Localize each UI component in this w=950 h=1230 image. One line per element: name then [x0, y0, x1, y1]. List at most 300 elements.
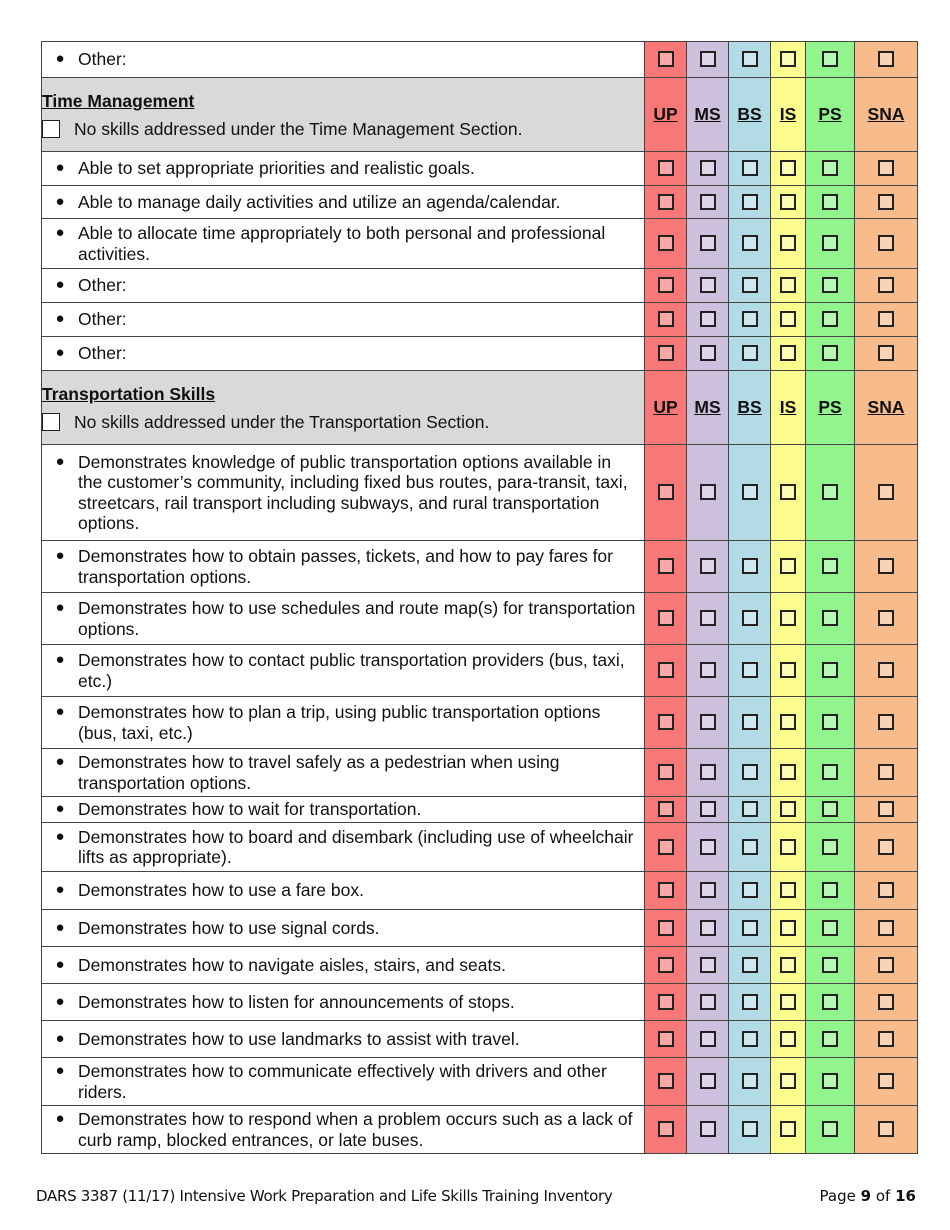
checkbox-sna[interactable]	[878, 484, 894, 500]
page-total: 16	[895, 1187, 916, 1205]
rating-cell-ps	[806, 152, 855, 186]
rating-cell-sna	[855, 219, 918, 269]
skill-row	[42, 697, 918, 749]
rating-cell-ps	[806, 797, 855, 823]
skill-row	[42, 1021, 918, 1058]
checkbox-ms[interactable]	[700, 994, 716, 1010]
checkbox-up[interactable]	[658, 484, 674, 500]
checkbox-bs[interactable]	[742, 484, 758, 500]
rating-cell-bs	[729, 797, 771, 823]
rating-cell-ms	[687, 1058, 729, 1106]
skill-row	[42, 1058, 918, 1106]
skill-text: Able to set appropriate priorities and realistic goals.	[78, 158, 475, 179]
rating-cell-sna	[855, 186, 918, 219]
checkbox-up[interactable]	[658, 994, 674, 1010]
skill-row	[42, 445, 918, 541]
skill-cell	[42, 1106, 645, 1154]
skill-text: Demonstrates how to navigate aisles, stairs, and seats.	[78, 954, 506, 975]
skill-cell	[42, 1021, 645, 1058]
rating-cell-bs	[729, 541, 771, 593]
rating-cell-ps	[806, 645, 855, 697]
rating-cell-up	[645, 42, 687, 78]
checkbox-ps[interactable]	[822, 662, 838, 678]
skill-cell	[42, 269, 645, 303]
rating-cell-bs	[729, 697, 771, 749]
rating-cell-ms	[687, 219, 729, 269]
skill-row	[42, 269, 918, 303]
rating-cell-up	[645, 910, 687, 947]
rating-cell-is	[771, 910, 806, 947]
checkbox-bs[interactable]	[742, 882, 758, 898]
checkbox-bs[interactable]	[742, 558, 758, 574]
checkbox-is[interactable]	[780, 839, 796, 855]
bullet-icon: ●	[55, 703, 65, 720]
checkbox-is[interactable]	[780, 957, 796, 973]
rating-cell-bs	[729, 337, 771, 371]
rating-cell-sna	[855, 697, 918, 749]
skill-text: Demonstrates how to communicate effectively with drivers and other riders.	[78, 1061, 607, 1102]
checkbox-is[interactable]	[780, 662, 796, 678]
column-header-ps: PS	[806, 78, 855, 152]
checkbox-ms[interactable]	[700, 839, 716, 855]
bullet-icon: ●	[55, 310, 65, 328]
checkbox-up[interactable]	[658, 839, 674, 855]
checkbox-bs[interactable]	[742, 277, 758, 293]
checkbox-is[interactable]	[780, 1073, 796, 1089]
checkbox-sna[interactable]	[878, 610, 894, 626]
rating-cell-sna	[855, 152, 918, 186]
checkbox-ms[interactable]	[700, 764, 716, 780]
rating-cell-ms	[687, 303, 729, 337]
bullet-icon: ●	[55, 881, 65, 899]
checkbox-ms[interactable]	[700, 311, 716, 327]
checkbox-sna[interactable]	[878, 1121, 894, 1137]
rating-cell-sna	[855, 947, 918, 984]
checkbox-ms[interactable]	[700, 558, 716, 574]
checkbox-bs[interactable]	[742, 1031, 758, 1047]
checkbox-up[interactable]	[658, 714, 674, 730]
rating-cell-up	[645, 593, 687, 645]
checkbox-sna[interactable]	[878, 994, 894, 1010]
checkbox-ps[interactable]	[822, 610, 838, 626]
skill-text: Demonstrates how to board and disembark (including use of wheelchair lifts as appropriate).	[78, 826, 634, 867]
checkbox-is[interactable]	[780, 1031, 796, 1047]
checkbox-ms[interactable]	[700, 610, 716, 626]
checkbox-ms[interactable]	[700, 51, 716, 67]
checkbox-up[interactable]	[658, 558, 674, 574]
rating-cell-up	[645, 749, 687, 797]
checkbox-bs[interactable]	[742, 1121, 758, 1137]
rating-cell-sna	[855, 269, 918, 303]
checkbox-is[interactable]	[780, 764, 796, 780]
bullet-icon: ●	[55, 192, 65, 210]
skill-text: Demonstrates how to travel safely as a pedestrian when using transportation options.	[78, 752, 560, 793]
checkbox-sna[interactable]	[878, 839, 894, 855]
skill-cell	[42, 219, 645, 269]
rating-cell-bs	[729, 593, 771, 645]
rating-cell-bs	[729, 1058, 771, 1106]
checkbox-sna[interactable]	[878, 662, 894, 678]
no-skills-option[interactable]	[42, 411, 644, 433]
rating-cell-is	[771, 186, 806, 219]
no-skills-option[interactable]	[42, 118, 644, 140]
skill-row	[42, 910, 918, 947]
rating-cell-ps	[806, 593, 855, 645]
rating-cell-ps	[806, 1058, 855, 1106]
column-header-ms: MS	[687, 78, 729, 152]
checkbox-ps[interactable]	[822, 764, 838, 780]
checkbox-is[interactable]	[780, 558, 796, 574]
rating-cell-sna	[855, 749, 918, 797]
checkbox-ps[interactable]	[822, 277, 838, 293]
checkbox-ms[interactable]	[700, 882, 716, 898]
rating-cell-sna	[855, 303, 918, 337]
rating-cell-ms	[687, 749, 729, 797]
checkbox-ps[interactable]	[822, 51, 838, 67]
rating-cell-ps	[806, 823, 855, 872]
checkbox-up[interactable]	[658, 1031, 674, 1047]
rating-cell-up	[645, 1021, 687, 1058]
checkbox-bs[interactable]	[742, 839, 758, 855]
checkbox-ps[interactable]	[822, 160, 838, 176]
checkbox-ms[interactable]	[700, 277, 716, 293]
rating-cell-ps	[806, 872, 855, 910]
checkbox-up[interactable]	[658, 235, 674, 251]
rating-cell-ms	[687, 269, 729, 303]
checkbox-ps[interactable]	[822, 1031, 838, 1047]
column-header-bs: BS	[729, 78, 771, 152]
rating-cell-sna	[855, 872, 918, 910]
checkbox-sna[interactable]	[878, 311, 894, 327]
checkbox-bs[interactable]	[742, 662, 758, 678]
section-header-row	[42, 78, 918, 152]
checkbox-bs[interactable]	[742, 235, 758, 251]
rating-cell-ps	[806, 697, 855, 749]
checkbox-up[interactable]	[658, 194, 674, 210]
rating-cell-ps	[806, 303, 855, 337]
checkbox-sna[interactable]	[878, 920, 894, 936]
no-skills-label: No skills addressed under the Transportation Section.	[74, 411, 490, 432]
skill-text: Demonstrates how to use signal cords.	[78, 917, 380, 938]
rating-cell-bs	[729, 219, 771, 269]
checkbox-sna[interactable]	[878, 277, 894, 293]
rating-cell-sna	[855, 1106, 918, 1154]
column-header-is: IS	[771, 371, 806, 445]
skill-text: Other:	[78, 309, 127, 330]
checkbox-up[interactable]	[658, 920, 674, 936]
skill-text: Demonstrates how to use schedules and route map(s) for transportation options.	[78, 598, 636, 639]
skill-row	[42, 593, 918, 645]
skill-cell	[42, 910, 645, 947]
checkbox-ps[interactable]	[822, 345, 838, 361]
checkbox-bs[interactable]	[742, 51, 758, 67]
rating-cell-ms	[687, 823, 729, 872]
rating-cell-ms	[687, 645, 729, 697]
skill-row	[42, 303, 918, 337]
skill-text: Demonstrates how to respond when a problem occurs such as a lack of curb ramp, blocked entrances, or late buses.	[78, 1109, 633, 1150]
bullet-icon: ●	[55, 276, 65, 294]
checkbox-sna[interactable]	[878, 345, 894, 361]
rating-cell-is	[771, 797, 806, 823]
skill-row	[42, 1106, 918, 1154]
checkbox-sna[interactable]	[878, 764, 894, 780]
skill-row	[42, 823, 918, 872]
checkbox-ps[interactable]	[822, 235, 838, 251]
checkbox-ps[interactable]	[822, 714, 838, 730]
checkbox-up[interactable]	[658, 662, 674, 678]
rating-cell-bs	[729, 823, 771, 872]
rating-cell-sna	[855, 823, 918, 872]
checkbox-up[interactable]	[658, 764, 674, 780]
page-number: 9	[860, 1187, 872, 1205]
skill-text: Demonstrates knowledge of public transportation options available in the customer’s community, including fixed bus routes, para-transit, taxi, streetcars, rail transport including subways, and rural transportation options.	[78, 451, 628, 533]
skill-cell	[42, 337, 645, 371]
rating-cell-ms	[687, 337, 729, 371]
checkbox-bs[interactable]	[742, 801, 758, 817]
rating-cell-is	[771, 303, 806, 337]
bullet-icon: ●	[55, 955, 65, 973]
skill-text: Other:	[78, 49, 127, 70]
checkbox-ms[interactable]	[700, 194, 716, 210]
skill-cell	[42, 1058, 645, 1106]
rating-cell-ms	[687, 42, 729, 78]
checkbox-ms[interactable]	[700, 1073, 716, 1089]
bullet-icon: ●	[55, 344, 65, 362]
rating-cell-ps	[806, 186, 855, 219]
checkbox-bs[interactable]	[742, 957, 758, 973]
rating-cell-up	[645, 269, 687, 303]
rating-cell-up	[645, 541, 687, 593]
checkbox-is[interactable]	[780, 51, 796, 67]
checkbox-ps[interactable]	[822, 920, 838, 936]
skill-text: Demonstrates how to obtain passes, tickets, and how to pay fares for transportation options.	[78, 546, 613, 587]
skill-row	[42, 872, 918, 910]
rating-cell-is	[771, 152, 806, 186]
rating-cell-is	[771, 219, 806, 269]
section-title-cell	[42, 78, 645, 152]
checkbox-sna[interactable]	[878, 235, 894, 251]
page-of: of	[875, 1187, 891, 1205]
rating-cell-ps	[806, 1106, 855, 1154]
checkbox-is[interactable]	[780, 235, 796, 251]
bullet-icon: ●	[55, 918, 65, 936]
checkbox-bs[interactable]	[742, 994, 758, 1010]
column-header-up: UP	[645, 371, 687, 445]
checkbox-sna[interactable]	[878, 558, 894, 574]
checkbox-is[interactable]	[780, 160, 796, 176]
checkbox-bs[interactable]	[742, 714, 758, 730]
page-indicator	[820, 1187, 916, 1205]
checkbox-ms[interactable]	[700, 714, 716, 730]
checkbox-ms[interactable]	[700, 235, 716, 251]
rating-cell-up	[645, 303, 687, 337]
checkbox-ps[interactable]	[822, 1121, 838, 1137]
checkbox-bs[interactable]	[742, 194, 758, 210]
checkbox-ms[interactable]	[700, 1121, 716, 1137]
checkbox-is[interactable]	[780, 277, 796, 293]
rating-cell-ps	[806, 910, 855, 947]
rating-cell-bs	[729, 269, 771, 303]
checkbox-up[interactable]	[658, 801, 674, 817]
skill-cell	[42, 303, 645, 337]
section-header-row	[42, 371, 918, 445]
checkbox-sna[interactable]	[878, 160, 894, 176]
checkbox-is[interactable]	[780, 194, 796, 210]
column-header-sna: SNA	[855, 78, 918, 152]
checkbox-up[interactable]	[658, 882, 674, 898]
checkbox-sna[interactable]	[878, 801, 894, 817]
skill-cell	[42, 445, 645, 541]
bullet-icon: ●	[55, 1029, 65, 1047]
checkbox-up[interactable]	[658, 1073, 674, 1089]
checkbox-ps[interactable]	[822, 994, 838, 1010]
rating-cell-is	[771, 42, 806, 78]
checkbox-is[interactable]	[780, 882, 796, 898]
checkbox-sna[interactable]	[878, 714, 894, 730]
skill-text: Demonstrates how to use landmarks to assist with travel.	[78, 1028, 520, 1049]
checkbox-is[interactable]	[780, 920, 796, 936]
checkbox-bs[interactable]	[742, 1073, 758, 1089]
skill-row	[42, 947, 918, 984]
checkbox-is[interactable]	[780, 994, 796, 1010]
column-header-up: UP	[645, 78, 687, 152]
bullet-icon: ●	[55, 1062, 65, 1079]
column-header-bs: BS	[729, 371, 771, 445]
checkbox-ps[interactable]	[822, 194, 838, 210]
rating-cell-bs	[729, 303, 771, 337]
checkbox-up[interactable]	[658, 957, 674, 973]
rating-cell-ms	[687, 1021, 729, 1058]
rating-cell-is	[771, 593, 806, 645]
checkbox-ps[interactable]	[822, 839, 838, 855]
rating-cell-bs	[729, 749, 771, 797]
checkbox-up[interactable]	[658, 277, 674, 293]
checkbox-is[interactable]	[780, 1121, 796, 1137]
skill-row	[42, 797, 918, 823]
rating-cell-is	[771, 823, 806, 872]
checkbox-is[interactable]	[780, 345, 796, 361]
checkbox-bs[interactable]	[742, 610, 758, 626]
rating-cell-bs	[729, 984, 771, 1021]
rating-cell-bs	[729, 947, 771, 984]
rating-cell-up	[645, 1058, 687, 1106]
checkbox-ms[interactable]	[700, 484, 716, 500]
bullet-icon: ●	[55, 651, 65, 668]
rating-cell-up	[645, 445, 687, 541]
checkbox-is[interactable]	[780, 311, 796, 327]
checkbox-ps[interactable]	[822, 311, 838, 327]
checkbox-sna[interactable]	[878, 194, 894, 210]
checkbox-ms[interactable]	[700, 160, 716, 176]
rating-cell-ps	[806, 541, 855, 593]
skill-cell	[42, 541, 645, 593]
column-header-ps: PS	[806, 371, 855, 445]
checkbox-bs[interactable]	[742, 311, 758, 327]
column-header-sna: SNA	[855, 371, 918, 445]
page-label: Page	[819, 1187, 856, 1205]
no-skills-checkbox[interactable]	[42, 413, 60, 431]
checkbox-ms[interactable]	[700, 662, 716, 678]
checkbox-ps[interactable]	[822, 882, 838, 898]
skill-row	[42, 152, 918, 186]
skill-row	[42, 337, 918, 371]
rating-cell-sna	[855, 337, 918, 371]
bullet-icon: ●	[55, 452, 65, 470]
rating-cell-up	[645, 219, 687, 269]
skill-cell	[42, 749, 645, 797]
checkbox-sna[interactable]	[878, 1031, 894, 1047]
checkbox-bs[interactable]	[742, 920, 758, 936]
rating-cell-ms	[687, 984, 729, 1021]
checkbox-up[interactable]	[658, 1121, 674, 1137]
rating-cell-up	[645, 697, 687, 749]
skill-text: Demonstrates how to wait for transportation.	[78, 799, 422, 820]
skill-row	[42, 749, 918, 797]
bullet-icon: ●	[55, 800, 65, 818]
rating-cell-sna	[855, 1021, 918, 1058]
checkbox-ps[interactable]	[822, 957, 838, 973]
no-skills-checkbox[interactable]	[42, 120, 60, 138]
checkbox-ms[interactable]	[700, 345, 716, 361]
checkbox-ps[interactable]	[822, 484, 838, 500]
checkbox-is[interactable]	[780, 801, 796, 817]
checkbox-ms[interactable]	[700, 1031, 716, 1047]
checkbox-ms[interactable]	[700, 920, 716, 936]
checkbox-up[interactable]	[658, 610, 674, 626]
checkbox-ps[interactable]	[822, 558, 838, 574]
skill-text: Able to manage daily activities and utilize an agenda/calendar.	[78, 191, 561, 212]
bullet-icon: ●	[55, 50, 65, 68]
checkbox-sna[interactable]	[878, 957, 894, 973]
checkbox-is[interactable]	[780, 714, 796, 730]
no-skills-label: No skills addressed under the Time Management Section.	[74, 118, 523, 139]
skill-cell	[42, 797, 645, 823]
checkbox-is[interactable]	[780, 484, 796, 500]
checkbox-bs[interactable]	[742, 764, 758, 780]
rating-cell-up	[645, 186, 687, 219]
skill-text: Able to allocate time appropriately to both personal and professional activities.	[78, 223, 606, 264]
rating-cell-ms	[687, 797, 729, 823]
checkbox-bs[interactable]	[742, 345, 758, 361]
skill-text: Other:	[78, 275, 127, 296]
rating-cell-sna	[855, 984, 918, 1021]
checkbox-up[interactable]	[658, 311, 674, 327]
skill-cell	[42, 42, 645, 78]
skill-text: Demonstrates how to plan a trip, using public transportation options (bus, taxi, etc.)	[78, 702, 601, 743]
checkbox-up[interactable]	[658, 51, 674, 67]
checkbox-ps[interactable]	[822, 801, 838, 817]
checkbox-up[interactable]	[658, 160, 674, 176]
checkbox-ms[interactable]	[700, 957, 716, 973]
checkbox-sna[interactable]	[878, 1073, 894, 1089]
checkbox-ms[interactable]	[700, 801, 716, 817]
skill-cell	[42, 823, 645, 872]
checkbox-sna[interactable]	[878, 51, 894, 67]
checkbox-sna[interactable]	[878, 882, 894, 898]
checkbox-bs[interactable]	[742, 160, 758, 176]
rating-cell-ms	[687, 910, 729, 947]
rating-cell-ps	[806, 42, 855, 78]
checkbox-is[interactable]	[780, 610, 796, 626]
rating-cell-bs	[729, 1106, 771, 1154]
rating-cell-is	[771, 947, 806, 984]
skill-row	[42, 645, 918, 697]
rating-cell-ps	[806, 984, 855, 1021]
skill-cell	[42, 186, 645, 219]
checkbox-up[interactable]	[658, 345, 674, 361]
rating-cell-bs	[729, 872, 771, 910]
checkbox-ps[interactable]	[822, 1073, 838, 1089]
